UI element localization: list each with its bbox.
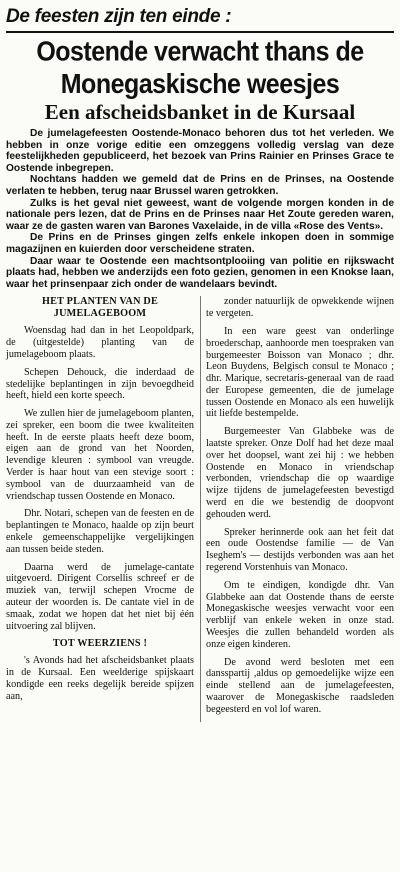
lead-paragraph: Nochtans hadden we gemeld dat de Prins en de Prinses, na Oostende verlaten te hebben, terug naar Brussel waren getrokken.	[6, 174, 394, 197]
body-paragraph: 's Avonds had het afscheidsbanket plaats in de Kursaal. Een weelderige spijskaart kondigde een reeks degelijk bereide spijzen aan,	[6, 655, 194, 702]
body-paragraph: Spreker herinnerde ook aan het feit dat een oude Oostendse familie — de Van Iseghem's — destijds verbonden was aan het regerend Vorstenhuis van Monaco.	[206, 526, 394, 574]
newspaper-article	[6, 6, 394, 722]
column-divider	[200, 296, 201, 721]
body-paragraph: In een ware geest van onderlinge broederschap, aanhoorde men toespraken van burgemeester Boisson van Monaco ; dhr. Leon Buydens, Belgisch consul te Monaco ; dhr. Marique, secretaris-generaal van de raad der Europese gemeenten, die de jumelage tussen Oostende en Monaco als een huwelijk uit liefde bestempelde.	[206, 325, 394, 420]
lead-paragraph: Daar waar te Oostende een machtsontplooiing van politie en rijkswacht plaats had, hebben we anderzijds een foto gezien, genomen in een Knokse laan, waar het prinsenpaar zich onder de wandelaars bevindt.	[6, 255, 394, 290]
kicker-rule	[6, 31, 394, 33]
subhead: Een afscheidsbanket in de Kursaal	[44, 100, 356, 124]
body-paragraph: Schepen Dehouck, die inderdaad de stedelijke beplantingen in zijn bevoegdheid heeft, hield een korte speech.	[6, 366, 194, 402]
body-paragraph: We zullen hier de jumelageboom planten, zei spreker, een boom die twee kwaliteiten heeft. In de eerste plaats heeft deze boom, eigen aan de grond van het Noorden, levendige kleuren : symbool van vreugde. Verder is haar hout van een stevige soort : symbool van de duurzaamheid van de vriendschap tussen Oostende en Monaco.	[6, 408, 194, 502]
section-heading-planting: HET PLANTEN VAN DE JUMELAGEBOOM	[42, 296, 158, 320]
lead-paragraph: De jumelagefeesten Oostende-Monaco behoren dus tot het verleden. We hebben in onze vorige editie een omzeggens volledig verslag van deze feestelijkheden gepubliceerd, het bezoek van Prins Rainier en Prinses Grace te Oostende inbegrepen.	[6, 128, 394, 174]
body-paragraph: Om te eindigen, kondigde dhr. Van Glabbeke aan dat Oostende thans de eerste Monegaskische weesjes verwacht voor een verblijf van enkele weken in onze stad. Weesjes die zullen behandeld worden als onze eigen kinderen.	[206, 579, 394, 650]
body-columns	[6, 296, 394, 721]
lead-paragraph: De Prins en de Prinses gingen zelfs enkele inkopen doen in sommige magazijnen en kuierden door verscheidene straten.	[6, 232, 394, 255]
body-paragraph: Daarna werd de jumelage-cantate uitgevoerd. Dirigent Corsellis schreef er de muziek van, terwijl schepen Vrocme de auteur der woorden is. De cantate viel in de smaak, zodat we hopen dat het niet bij één uitvoering zal blijven.	[6, 561, 194, 632]
body-paragraph: Woensdag had dan in het Leopoldpark, de (uitgestelde) planting van de jumelageboom plaats.	[6, 325, 194, 360]
body-paragraph: Dhr. Notari, schepen van de feesten en de beplantingen te Monaco, haalde op zijn beurt enkele gemeenschappelijke vergelijkingen aan tussen beide steden.	[6, 508, 194, 555]
body-paragraph: Burgemeester Van Glabbeke was de laatste spreker. Onze Dolf had het deze maal over het doopsel, want zei hij : we hebben Oostende en Monaco in vriendschap verbonden, vriendschap die op waardige wijze tijdens de jumelagefeesten bevestigd werd en die we bestendig de doopvont gehouden werd.	[206, 426, 394, 520]
right-column	[206, 296, 394, 721]
body-paragraph: zonder natuurlijk de opwekkende wijnen te vergeten.	[206, 296, 394, 320]
kicker: De feesten zijn ten einde :	[6, 6, 232, 27]
lead-paragraph: Zulks is het geval niet geweest, want de volgende morgen konden in de nationale pers lezen, dat de Prins en de Prinses naar Het Zoute gereden waren, waar ze de gasten waren van Barones Vaxelaide, in de villa «Rose des Vents».	[6, 197, 394, 232]
lead-text	[6, 128, 394, 290]
body-paragraph: De avond werd besloten met een dansspartij ,aldus op gemoedelijke wijze een einde stellend aan de jumelagefeesten, waarover de Monegaskische raadsleden begeesterd en vol lof waren.	[206, 656, 394, 715]
section-heading-tot-weerziens: TOT WEERZIENS !	[52, 638, 148, 650]
left-column	[6, 296, 194, 721]
headline: Oostende verwacht thans de Monegaskische weesjes	[36, 36, 364, 100]
